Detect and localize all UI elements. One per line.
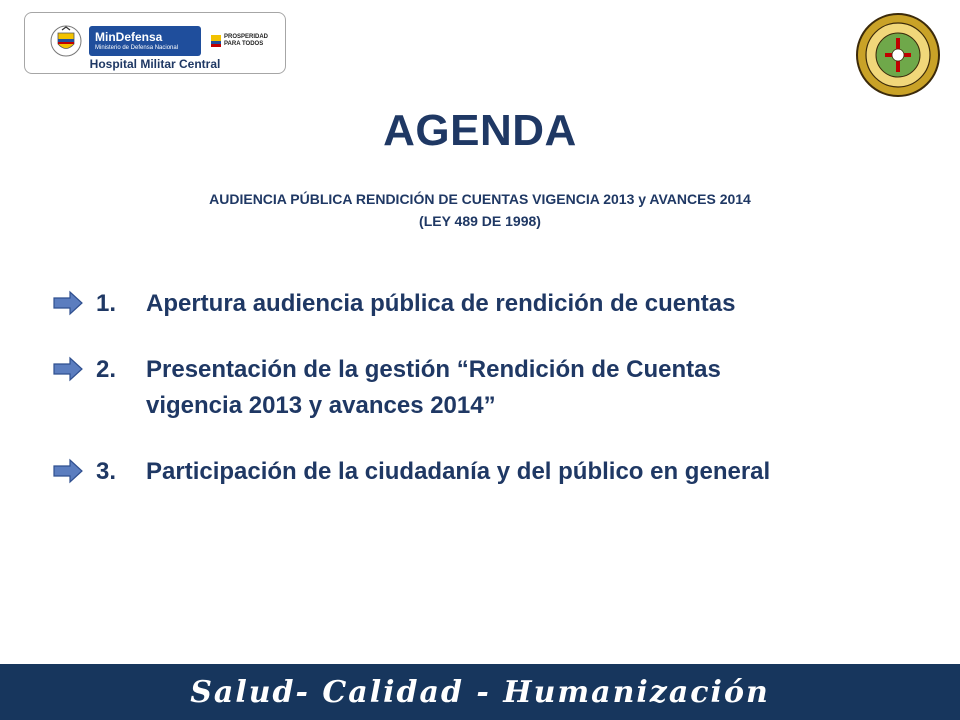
subtitle-line2: (LEY 489 DE 1998) — [419, 213, 541, 229]
agenda-text — [146, 286, 735, 322]
ministry-subtitle: Ministerio de Defensa Nacional — [95, 44, 179, 51]
agenda-text-line2: vigencia 2013 y avances 2014” — [146, 392, 496, 419]
header-logo-box — [24, 12, 286, 74]
mindefensa-logo — [89, 26, 201, 56]
agenda-text-line1: Apertura audiencia pública de rendición de cuentas — [146, 290, 736, 317]
agenda-number: 3. — [96, 458, 117, 485]
ministry-name: MinDefensa — [95, 29, 163, 44]
arrow-right-icon — [52, 458, 84, 484]
agenda-item-3 — [52, 454, 932, 490]
prosperidad-logo — [211, 34, 278, 48]
slogan-text — [224, 34, 278, 48]
subtitle-line1: AUDIENCIA PÚBLICA RENDICIÓN DE CUENTAS VIGENCIA 2013 y AVANCES 2014 — [209, 191, 751, 207]
agenda-number: 2. — [96, 356, 117, 383]
footer-banner — [0, 664, 960, 720]
arrow-right-icon — [52, 290, 84, 316]
agenda-item-2 — [52, 352, 932, 424]
coat-of-arms-icon — [49, 24, 83, 58]
page-title: AGENDA — [383, 106, 577, 155]
agenda-text-line1: Presentación de la gestión “Rendición de Cuentas — [146, 356, 721, 383]
hospital-name: Hospital Militar Central — [89, 57, 221, 71]
footer-slogan: Salud- Calidad - Humanización — [190, 674, 770, 710]
agenda-text-line1: Participación de la ciudadanía y del público en general — [146, 458, 771, 485]
slogan-line2: PARA TODOS — [224, 41, 264, 47]
hospital-seal-icon — [855, 12, 941, 98]
agenda-text — [146, 454, 770, 490]
agenda-text — [146, 352, 721, 424]
agenda-number: 1. — [96, 290, 117, 317]
slogan-line1: PROSPERIDAD — [224, 34, 269, 40]
logo-row — [49, 21, 278, 61]
arrow-right-icon — [52, 356, 84, 382]
agenda-item-1 — [52, 286, 932, 322]
agenda-list — [52, 286, 932, 520]
flag-stripes-icon — [211, 35, 221, 47]
